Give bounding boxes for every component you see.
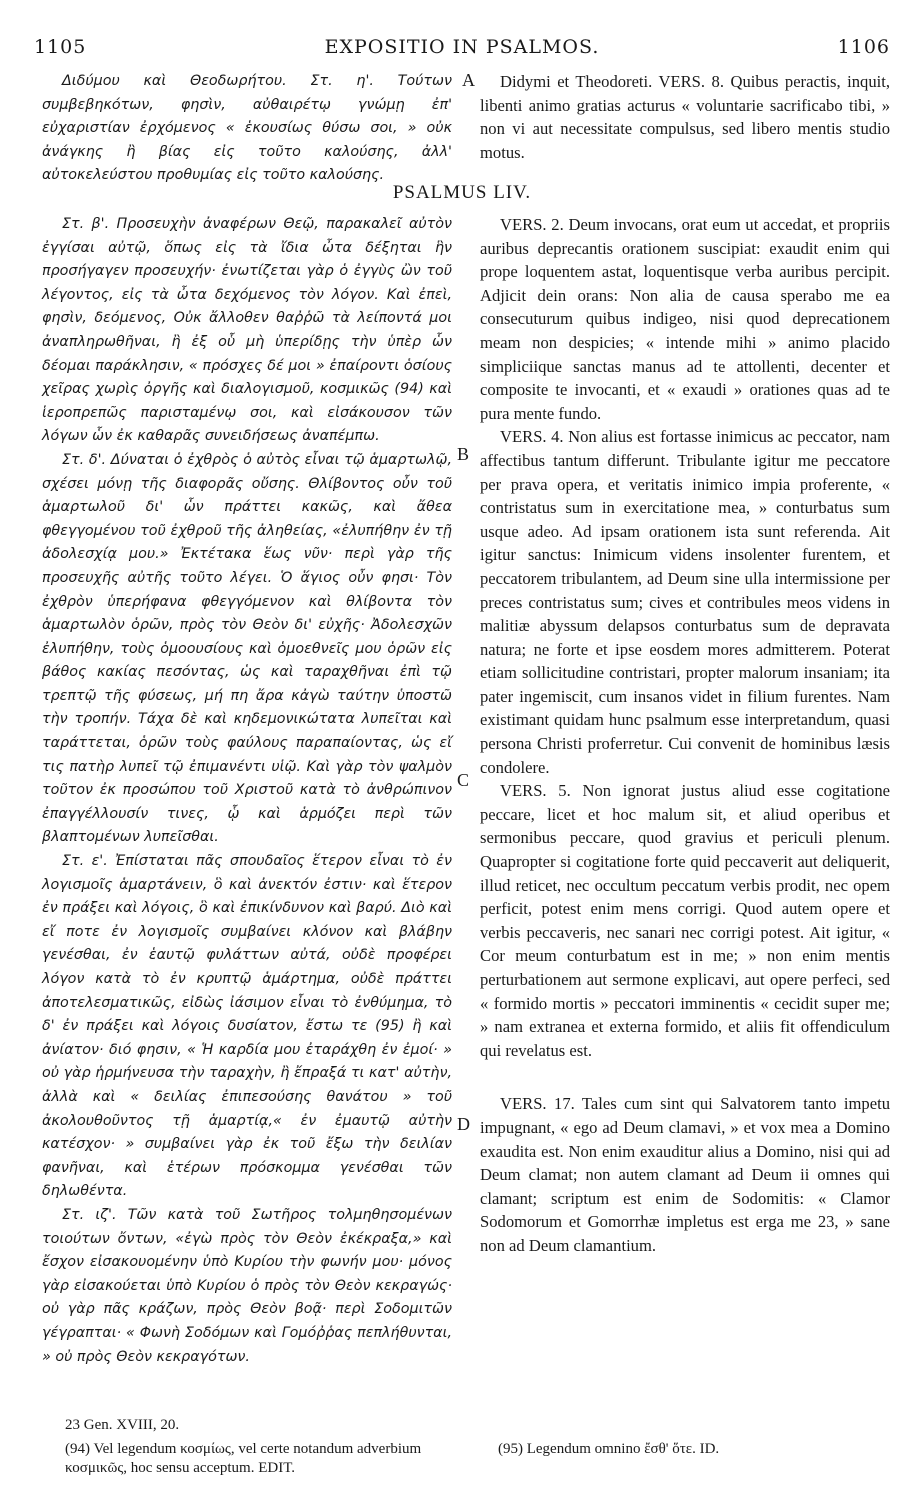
greek-intro-block — [42, 70, 452, 188]
latin-intro-paragraph: Didymi et Theodoreti. VERS. 8. Quibus peractis, inquit, libenti animo gratias acturus « voluntarie sacrificabo tibi, » non vi aut necessitate compulsus, sed libero mentis studio motus. — [480, 72, 890, 162]
latin-intro-block — [480, 70, 890, 164]
page-number-left: 1105 — [34, 36, 87, 58]
latin-paragraph-vers17: VERS. 17. Tales cum sint qui Salvatorem tanto impetu impugnant, « ego ad Deum clamavi, » et vox mea a Domino exaudita est. Non enim exauditur alius a Domino, nisi qui ad Deum clamat; non autem clamant ad Deum ii omnes qui clamant; scriptum est enim de Sodomitis: « Clamor Sodomorum et Gomorrhæ impletus est erga me 23, » sane non ad Deum clamantium. — [480, 1094, 890, 1255]
greek-intro-paragraph: Διδύμου καὶ Θεοδωρήτου. Στ. η'. Τούτων συμβεβηκότων, φησὶν, αὐθαιρέτῳ γνώμῃ ἐπ' εὐχαριστίαν ἐρχόμενος « ἑκουσίως θύσω σοι, » οὐκ ἀνάγκης ἢ βίας εἰς τοῦτο καλούσης, ἀλλ' αὐτοκελεύστου προθυμίας εἰς τοῦτο καλούσης. — [42, 73, 452, 184]
footnote-95: (95) Legendum omnino ἔσθ' ὅτε. ID. — [498, 1441, 720, 1457]
latin-main-block — [480, 213, 890, 1258]
greek-main-block — [42, 213, 452, 1369]
footnote-ref: 23 Gen. XVIII, 20. — [65, 1417, 180, 1433]
greek-paragraph-vers17: Στ. ιζ'. Τῶν κατὰ τοῦ Σωτῆρος τολμηθησομένων τοιούτων ὄντων, «ἐγὼ πρὸς τὸν Θεὸν ἐκέκραξα,» καὶ ἔσχον εἰσακουομένην ὑπὸ Κυρίου τὴν φωνήν μου· μόνος γὰρ εἰσακούεται ὑπὸ Κυρίου ὁ πρὸς τὸν Θεὸν κεκραγώς· οὐ γὰρ πᾶς κράζων, πρὸς Θεὸν βοᾷ· περὶ Σοδομιτῶν γέγραπται· « Φωνὴ Σοδόμων καὶ Γομόῤῥας πεπλήθυνται, » οὐ πρὸς Θεὸν κεκραγότων. — [42, 1206, 452, 1365]
page-header — [34, 36, 890, 60]
latin-paragraph-vers4: VERS. 4. Non alius est fortasse inimicus ac peccator, nam affectibus tantum differunt. Tribulante igitur me peccatore per prava opera, et veritatis inimico impia proferente, « contristatus sum in exercitatione mea, » conturbatus sum usque adeo. Ad ipsam orationem ista sunt referenda. Ait igitur sanctus: Inimicum videns insolenter furentem, et peccatorem tribulantem, ad Deum sine ulla intermissione per preces contristatus sum; cives et contribules meos videns in malitiæ abyssum delapsos conturbatus sum de depravata natura; ne forte et ipse eosdem mores admitterem. Poterat etiam sollicitudine contristari, propter malorum insaniam; ita pater ingemiscit, cum insanos videt in filium furentes. Nam existimant quidam hunc psalmum esse interpretandum, quasi persona Christi proferretur. Cui convenit de hominibus læsis condolere. — [480, 427, 890, 777]
latin-paragraph-vers5: VERS. 5. Non ignorat justus aliud esse cogitatione peccare, licet et hoc malum sit, et aliud operibus et sermonibus peccare, quod gravius et periculi plenum. Quapropter si cogitatione forte quid peccaverit aut deliquerit, illud reticet, nec occultum peccatum verbis prodit, nec opem perficit, potest enim mens corrigi. Quod autem opere et verbis peccaveris, nec sanari nec corrigi potest. Ait igitur, « Cor meum conturbatum est in me; » non enim mentis perturbationem aut sermone explicavi, aut opere perfeci, sed « formido mortis » peccatori imminentis « cecidit super me; » nam extranea et externa formido, et aliis fit offendiculum qui revelatus est. — [480, 781, 890, 1060]
latin-paragraph-vers2: VERS. 2. Deum invocans, orat eum ut accedat, et propriis auribus deprecantis orationem suscipiat: exaudit enim qui prope loquentem astat, loquentisque verba auribus percipit. Adjicit dein orans: Non alia de causa sperabo me ea consecuturum quibus indigeo, nisi quod deprecationem meam non despicies; « intende mihi » animo placido simpliciique sanctas manus ad te attollenti, decenter et composite te invocanti, et « exaudi » orationes quas ad te pura mente fundo. — [480, 215, 890, 423]
psalm-title: PSALMUS LIV. — [392, 182, 532, 203]
greek-paragraph-vers4: Στ. δ'. Δύναται ὁ ἐχθρὸς ὁ αὐτὸς εἶναι τῷ ἁμαρτωλῷ, σχέσει μόνῃ τῆς διαφορᾶς οὔσης. Θλίβοντος οὖν τοῦ ἁμαρτωλοῦ δι' ὧν πράττει κακῶς, καὶ ἄθεα φθεγγομένου τοῦ ἐχθροῦ τῆς ἀληθείας, «ἐλυπήθην ἐν τῇ ἀδολεσχίᾳ μου.» Ἐκτέτακα ἕως νῦν· περὶ γὰρ τῆς προσευχῆς αὐτῆς τοῦτο λέγει. Ὁ ἅγιος οὖν φησι· Τὸν ἐχθρὸν ὑπερήφανα φθεγγόμενον καὶ θλίβοντα τὸν ἁμαρτωλὸν ὁρῶν, πρὸς τὸν Θεὸν δι' εὐχῆς· Ἀδολεσχῶν ἐλυπήθην, τοὺς ὁμοουσίους καὶ ὁμοεθνεῖς μου ὁρῶν εἰς βάθος κακίας πεσόντας, ὡς καὶ ταραχθῆναι ἐπὶ τῷ τρεπτῷ τῆς φύσεως, μή πη ἄρα κἀγὼ ταύτην ὑποστῶ τὴν τροπήν. Τάχα δὲ καὶ κηδεμονικώτατα λυπεῖται καὶ ταράττεται, ὁρῶν τοὺς φαύλους παραπαίοντας, ὡς εἴ τις πατὴρ λυπεῖ τῷ ἐπιμανέντι υἱῷ. Καὶ γὰρ τὸν ψαλμὸν τοῦτον ἐκ προσώπου τοῦ Χριστοῦ κατὰ τὸ ἀνθρώπινον ἐπαγγέλλουσίν τινες, ᾧ καὶ ἁρμόζει περὶ τῶν βλαπτομένων λυπεῖσθαι. — [42, 451, 452, 846]
section-marker-a: A — [462, 70, 475, 90]
section-marker-b: B — [457, 444, 470, 464]
footnote-94: (94) Vel legendum κοσμίως, vel certe notandum adverbium κοσμικῶς, hoc sensu acceptum. EDIT. — [65, 1441, 422, 1476]
running-title: EXPOSITIO IN PSALMOS. — [324, 36, 600, 58]
section-marker-d: D — [457, 1114, 470, 1134]
section-marker-c: C — [457, 770, 470, 790]
greek-paragraph-vers5: Στ. ε'. Ἐπίσταται πᾶς σπουδαῖος ἕτερον εἶναι τὸ ἐν λογισμοῖς ἁμαρτάνειν, ὃ καὶ ἀνεκτόν ἐστιν· καὶ ἕτερον ἐν πράξει καὶ λόγοις, ὃ καὶ ἐπικίνδυνον καὶ βαρύ. Διὸ καὶ εἴ ποτε ἐν λογισμοῖς συμβαίνει κλόνον καὶ βλάβην γενέσθαι, ἐν ἑαυτῷ φυλάττων αὐτά, οὐδὲ προφέρει λόγον κατὰ τὸ ἐν κρυπτῷ ἁμάρτημα, οὐδὲ πράττει ἀποτελεσματικῶς, εἰδὼς ἰάσιμον εἶναι τὸ ἐνθύμημα, τὸ δ' ἐν πράξει καὶ λόγοις δυσίατον, ἔστω τε (95) ἢ καὶ ἀνίατον· διό φησιν, « Ἡ καρδία μου ἐταράχθη ἐν ἐμοί· » οὐ γὰρ ἡρμήνευσα τὴν ταραχὴν, ἢ ἔπραξά τι κατ' αὐτὴν, ἀλλὰ καὶ « δειλίας ἐπιπεσούσης θανάτου » τοῦ ἀκολουθοῦντος τῇ ἁμαρτίᾳ,« ἐν ἐμαυτῷ αὐτὴν κατέσχον· » συμβαίνει γὰρ ἐκ τοῦ ἔξω τὴν δειλίαν φανῆναι, καὶ ἑτέρων πρόσκομμα γενέσθαι τῶν δηλωθέντα. — [42, 853, 452, 1200]
greek-paragraph-vers2: Στ. β'. Προσευχὴν ἀναφέρων Θεῷ, παρακαλεῖ αὐτὸν ἐγγίσαι αὐτῷ, ὅπως εἰς τὰ ἴδια ὦτα δέξηται ἣν προσήγαγεν προσευχήν· ἐνωτίζεται γὰρ ὁ ἐγγὺς ὢν τοῦ λέγοντος, εἰς τὰ ὦτα δεχόμενος τὸν λόγον. Καὶ ἐπεὶ, φησὶν, δεόμενος, Οὐκ ἄλλοθεν θαῤῥῶ τὰ λείποντά μοι ἀναπληρωθῆναι, ἢ ἐξ οὗ μὴ ὑπερίδῃς τὴν ὑπὲρ ὧν δέομαι παράκλησιν, « πρόσχες δέ μοι » ἐπαίροντι ὁσίους χεῖρας χωρὶς ὀργῆς καὶ διαλογισμοῦ, κοσμικῶς (94) καὶ ἱεροπρεπῶς παρισταμένῳ σοι, καὶ εἰσάκουσον τῶν λόγων ὧν ἐκ καθαρᾶς συνειδήσεως ἀναπέμπω. — [42, 216, 452, 445]
page-number-right: 1106 — [837, 36, 890, 58]
